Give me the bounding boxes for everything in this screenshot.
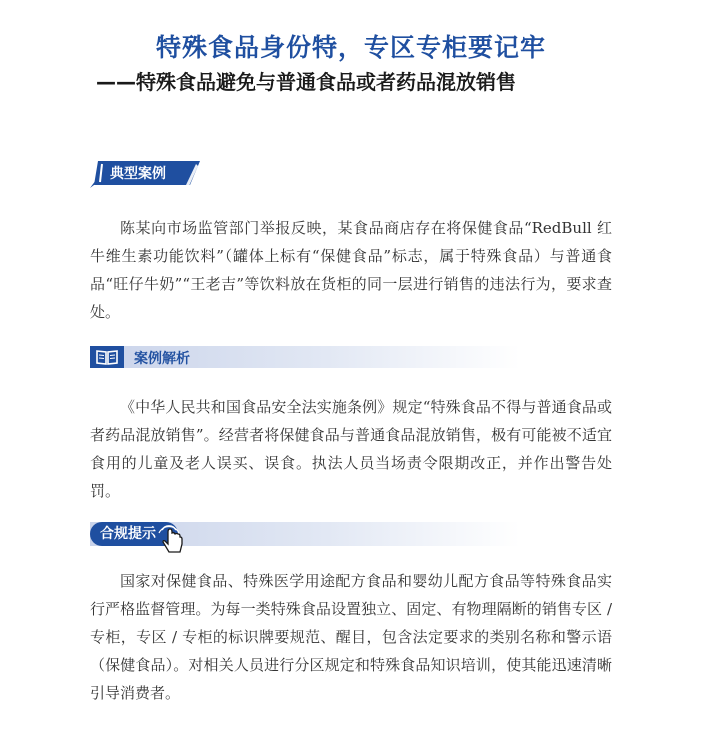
case-section-label: 典型案例 (110, 166, 166, 182)
tips-paragraph: 国家对保健食品、特殊医学用途配方食品和婴幼儿配方食品等特殊食品实行严格监督管理。为每一类特殊食品设置独立、固定、有物理隔断的销售专区 / 专柜，专区 / 专柜的标识牌要规范、醒目，包含法定要求的类别名称和警示语（保健食品）。对相关人员进行分区规定和特殊食品知识培训，使其能迅速清晰引导消费者。 (90, 572, 612, 702)
hand-cursor-icon (158, 524, 188, 558)
analysis-icon-box (90, 346, 124, 368)
open-book-icon (95, 349, 119, 365)
analysis-paragraph: 《中华人民共和国食品安全法实施条例》规定“特殊食品不得与普通食品或者药品混放销售”。经营者将保健食品与普通食品混放销售，极有可能被不适宜食用的儿童及老人误买、误食。执法人员当场责令限期改正，并作出警告处罚。 (90, 398, 612, 500)
tips-section-label: 合规提示 (90, 522, 178, 546)
tips-section-bar (90, 522, 520, 546)
page-subtitle: ——特殊食品避免与普通食品或者药品混放销售 (96, 70, 516, 94)
analysis-section-bar (90, 346, 520, 368)
case-section-tag (90, 158, 200, 188)
case-paragraph: 陈某向市场监管部门举报反映，某食品商店存在将保健食品“RedBull 红牛维生素功能饮料”（罐体上标有“保健食品”标志，属于特殊食品）与普通食品“旺仔牛奶”“王老吉”等饮料放在货柜的同一层进行销售的违法行为，要求查处。 (90, 219, 612, 321)
page-title: 特殊食品身份特，专区专柜要记牢 (155, 33, 546, 62)
analysis-section-label: 案例解析 (134, 351, 190, 367)
